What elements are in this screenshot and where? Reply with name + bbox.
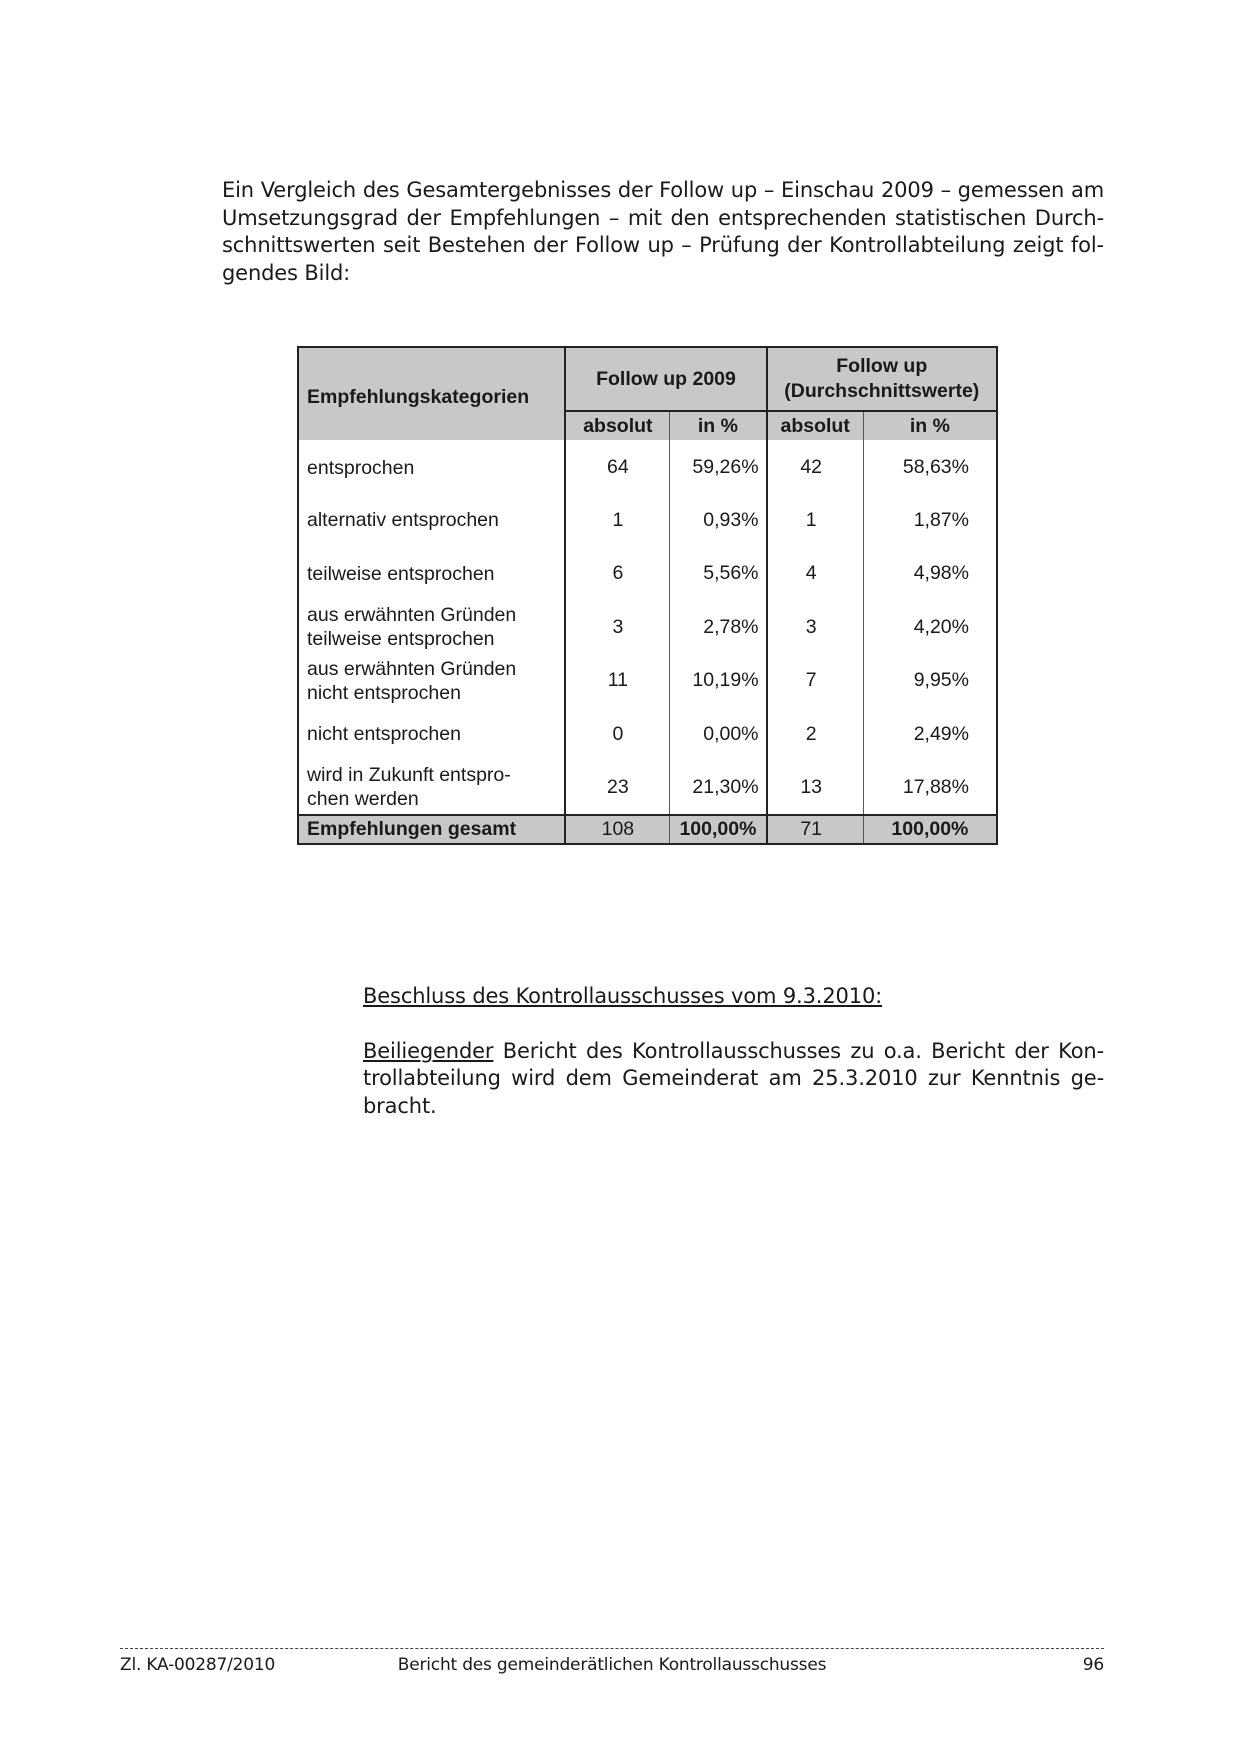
- row-pct-avg: 2,49%: [913, 722, 969, 745]
- row-abs-2009: 23: [565, 761, 669, 815]
- subheader-absolut-avg: absolut: [767, 411, 864, 440]
- row-category-line2: teilweise entsprochen: [307, 628, 495, 651]
- row-pct-2009: 21,30%: [670, 761, 767, 815]
- row-abs-2009: 0: [565, 708, 669, 762]
- row-pct-avg: 1,87%: [913, 508, 969, 531]
- row-pct-2009: 0,00%: [670, 708, 767, 762]
- resolution-title: Beschluss des Kontrollausschusses vom 9.3.2010:: [363, 984, 883, 1008]
- row-category-line2: nicht entsprochen: [307, 681, 461, 704]
- intro-paragraph: Ein Vergleich des Gesamtergebnisses der Follow up – Einschau 2009 – gemessen am Umsetzungsgrad der Empfehlungen – mit den entsprechenden statistischen Durch-schnittswerten seit Bestehen der Follow up – Prüfung der Kontrollabteilung zeigt fol-gendes Bild:: [222, 178, 1104, 285]
- row-category: [298, 654, 565, 708]
- row-abs-avg: 7: [767, 654, 864, 708]
- row-pct-2009: 59,26%: [670, 440, 767, 494]
- row-pct-avg: 4,20%: [913, 615, 969, 638]
- row-abs-2009: 3: [565, 601, 669, 655]
- table-row: [298, 494, 997, 548]
- header-follow-up-average: [767, 347, 997, 411]
- subheader-pct-avg: in %: [863, 411, 997, 440]
- row-pct-2009: 0,93%: [670, 494, 767, 548]
- row-category-line1: aus erwähnten Gründen: [307, 604, 517, 627]
- header-follow-up-2009: Follow up 2009: [565, 347, 766, 411]
- row-pct-2009: 2,78%: [670, 601, 767, 655]
- row-pct-avg: 9,95%: [913, 669, 969, 692]
- resolution-underlined-word: Beiliegender: [363, 1038, 494, 1063]
- table-row: [298, 547, 997, 601]
- row-pct-avg: 17,88%: [902, 775, 969, 798]
- results-table: [297, 346, 998, 845]
- row-category: [298, 601, 565, 655]
- total-pct-2009: 100,00%: [670, 815, 767, 844]
- table-row: [298, 601, 997, 655]
- footer-title: Bericht des gemeinderätlichen Kontrollausschusses: [397, 1655, 827, 1675]
- row-pct-avg: 58,63%: [902, 456, 969, 479]
- row-category-line1: wird in Zukunft entspro-: [307, 764, 511, 787]
- page-footer: [120, 1655, 1104, 1681]
- row-category-line2: chen werden: [307, 788, 419, 811]
- row-category: teilweise entsprochen: [298, 547, 565, 601]
- row-abs-2009: 1: [565, 494, 669, 548]
- total-abs-2009: 108: [565, 815, 669, 844]
- resolution-body-text: Bericht des Kontrollausschusses zu o.a. Bericht der Kon-trollabteilung wird dem Gemeinderat am 25.3.2010 zur Kenntnis ge-bracht.: [363, 1038, 1104, 1118]
- header-category: Empfehlungskategorien: [298, 347, 565, 440]
- row-category-line1: aus erwähnten Gründen: [307, 657, 517, 680]
- table-header-row: [298, 347, 997, 411]
- row-pct-avg: 4,98%: [913, 562, 969, 585]
- resolution-section: [363, 983, 1104, 1120]
- row-pct-2009: 10,19%: [670, 654, 767, 708]
- total-pct-avg: 100,00%: [863, 815, 997, 844]
- row-abs-avg: 3: [767, 601, 864, 655]
- subheader-absolut-2009: absolut: [565, 411, 669, 440]
- total-label: Empfehlungen gesamt: [298, 815, 565, 844]
- total-abs-avg: 71: [767, 815, 864, 844]
- resolution-body: [363, 1038, 1104, 1121]
- row-pct-2009: 5,56%: [670, 547, 767, 601]
- row-abs-avg: 42: [767, 440, 864, 494]
- row-abs-avg: 1: [767, 494, 864, 548]
- row-category: alternativ entsprochen: [298, 494, 565, 548]
- header-average-line2: (Durchschnittswerte): [784, 380, 980, 402]
- row-category: nicht entsprochen: [298, 708, 565, 762]
- table-row: [298, 654, 997, 708]
- row-abs-avg: 2: [767, 708, 864, 762]
- footer-divider: [120, 1648, 1104, 1649]
- table-row: [298, 708, 997, 762]
- row-category: [298, 761, 565, 815]
- row-abs-avg: 13: [767, 761, 864, 815]
- table-row: [298, 761, 997, 815]
- footer-reference: Zl. KA-00287/2010: [120, 1655, 276, 1675]
- subheader-pct-2009: in %: [670, 411, 767, 440]
- table-total-row: [298, 815, 997, 844]
- row-abs-avg: 4: [767, 547, 864, 601]
- footer-page-number: 96: [1082, 1655, 1104, 1675]
- header-average-line1: Follow up: [836, 355, 928, 377]
- table-row: [298, 440, 997, 494]
- row-abs-2009: 11: [565, 654, 669, 708]
- row-category: entsprochen: [298, 440, 565, 494]
- row-abs-2009: 6: [565, 547, 669, 601]
- row-abs-2009: 64: [565, 440, 669, 494]
